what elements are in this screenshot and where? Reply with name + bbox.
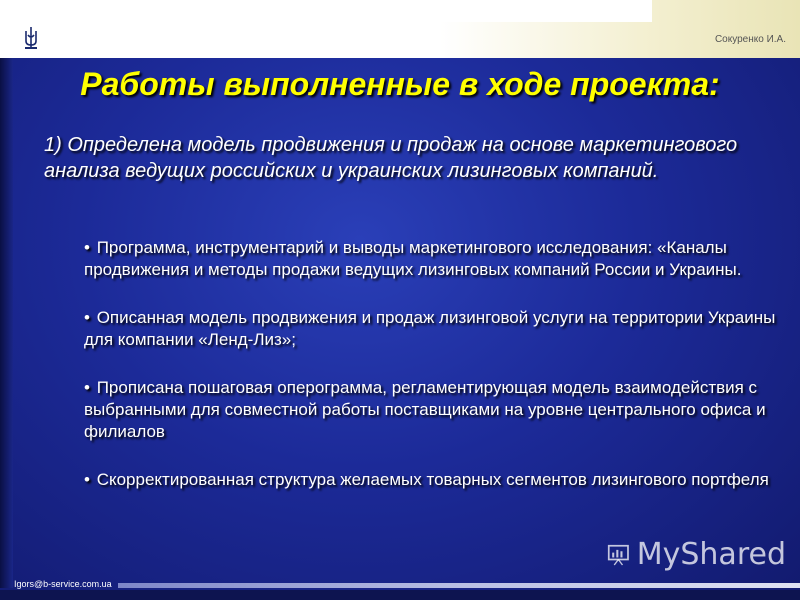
bullet-marker: • — [84, 378, 90, 397]
header-white-strip — [48, 0, 652, 22]
presentation-board-icon — [606, 536, 631, 572]
watermark — [606, 534, 786, 574]
intro-paragraph: 1) Определена модель продвижения и продаж на основе маркетингового анализа ведущих российских и украинских лизинговых компаний. — [44, 134, 738, 182]
slide-title: Работы выполненные в ходе проекта: — [80, 66, 720, 102]
list-item — [84, 237, 784, 281]
bullet-text: Описанная модель продвижения и продаж лизинговой услуги на территории Украины для компании «Ленд-Лиз»; — [84, 308, 776, 349]
bullet-text: Прописана пошаговая оперограмма, регламентирующая модель взаимодействия с выбранными для совместной работы поставщиками на уровне центрального офиса и филиалов — [84, 378, 766, 441]
footer-bar — [118, 583, 800, 588]
trident-emblem-icon — [20, 22, 42, 54]
left-stripe — [0, 58, 13, 588]
list-item — [84, 469, 784, 491]
bottom-strip — [0, 590, 800, 600]
bullet-text: Скорректированная структура желаемых товарных сегментов лизингового портфеля — [96, 470, 769, 489]
list-item — [84, 307, 784, 351]
footer-email[interactable]: Igors@b-service.com.ua — [14, 579, 112, 589]
bullet-list — [84, 237, 784, 491]
bullet-marker: • — [84, 238, 90, 257]
bullet-marker: • — [84, 308, 90, 327]
bullet-marker: • — [84, 470, 90, 489]
bullet-text: Программа, инструментарий и выводы маркетингового исследования: «Каналы продвижения и методы продажи ведущих лизинговых компаний России и Украины. — [84, 238, 742, 279]
list-item — [84, 377, 784, 443]
author-name: Сокуренко И.А. — [714, 34, 786, 45]
watermark-text: MyShared — [636, 536, 786, 572]
